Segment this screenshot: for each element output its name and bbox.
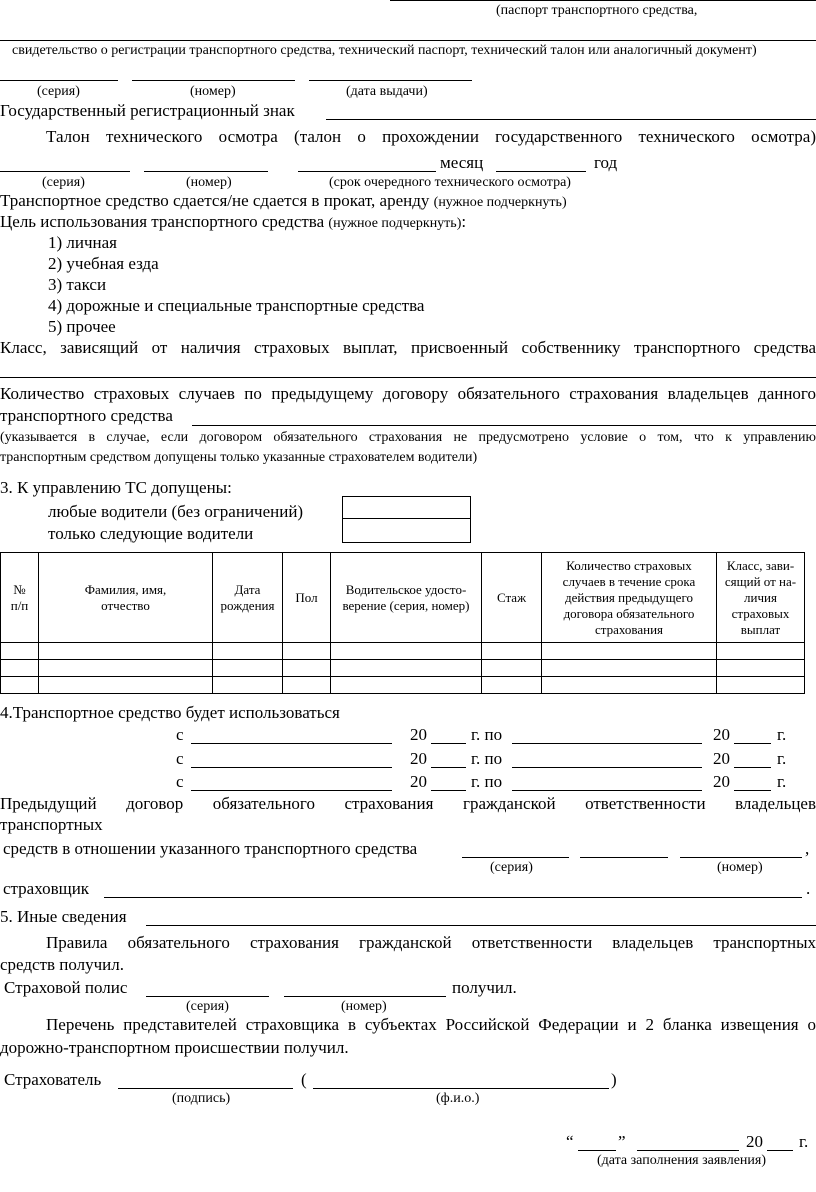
doc-number-field[interactable] [132, 80, 295, 81]
name-open-paren: ( [301, 1070, 307, 1089]
next-inspection-hint: (срок очередного технического осмотра) [329, 175, 571, 190]
date-quote-close: ” [618, 1132, 626, 1151]
inspection-series-hint: (серия) [42, 175, 85, 190]
policy-label: Страховой полис [4, 978, 128, 997]
purpose-hint: (нужное подчеркнуть) [328, 216, 462, 231]
other-info-label: 5. Иные сведения [0, 907, 127, 926]
rent-text[interactable]: Транспортное средство сдается/не сдается в прокат, аренду [0, 191, 430, 210]
any-drivers-label: любые водители (без ограничений) [48, 502, 304, 521]
only-drivers-label: только следующие водители [48, 524, 254, 543]
table-row[interactable] [1, 660, 805, 677]
any-drivers-box[interactable] [342, 496, 471, 519]
period-3-end-year-field[interactable] [734, 790, 771, 791]
policy-received: получил. [452, 978, 517, 997]
inspection-month-field[interactable] [496, 171, 586, 172]
bonus-class-text: Класс, зависящий от наличия страховых выплат, присвоенный собственнику транспортного средства [0, 338, 816, 357]
full-name-field[interactable] [313, 1088, 609, 1089]
only-drivers-box[interactable] [342, 518, 471, 543]
col-gender-header: Пол [283, 553, 331, 643]
purpose-option-special[interactable]: 4) дорожные и специальные транспортные средства [48, 296, 425, 315]
reps-text: Перечень представителей страховщика в субъектах Российской Федерации и 2 бланка извещения о [46, 1015, 816, 1034]
prev-contract-comma: , [805, 839, 810, 858]
month-label: месяц [440, 153, 484, 172]
claims-text-2: транспортного средства [0, 406, 173, 425]
date-quote-open: “ [566, 1132, 574, 1151]
period-1-end-year-field[interactable] [734, 743, 771, 744]
purpose-option-taxi[interactable]: 3) такси [48, 275, 107, 294]
period-3-to-label: г. по [471, 772, 503, 791]
col-name-header: Фамилия, имя, отчество [39, 553, 213, 643]
date-y: г. [799, 1132, 809, 1151]
period-2-end-field[interactable] [512, 767, 702, 768]
doc-line[interactable] [0, 40, 816, 41]
policy-series-hint: (серия) [186, 999, 229, 1014]
issue-date-hint: (дата выдачи) [346, 84, 428, 99]
period-3-c20: 20 [410, 772, 427, 791]
period-1-start-field[interactable] [191, 743, 392, 744]
purpose-colon: : [461, 212, 467, 231]
series-hint: (серия) [37, 84, 80, 99]
purpose-option-training[interactable]: 2) учебная езда [48, 254, 159, 273]
col-class-header: Класс, зави- сящий от на- личия страховых выплат [717, 553, 805, 643]
drivers-table [0, 552, 805, 694]
period-2-y: г. [777, 749, 787, 768]
date-year-field[interactable] [767, 1150, 793, 1151]
signature-hint: (подпись) [172, 1091, 231, 1106]
inspection-number-hint: (номер) [186, 175, 232, 190]
full-name-hint: (ф.и.о.) [436, 1091, 480, 1106]
period-3-y: г. [777, 772, 787, 791]
period-2-start-year-field[interactable] [431, 767, 466, 768]
rent-hint: (нужное подчеркнуть) [433, 195, 567, 210]
date-month-field[interactable] [637, 1150, 739, 1151]
table-row[interactable] [1, 643, 805, 660]
year-label: год [594, 153, 618, 172]
rules-text: Правила обязательного страхования гражданской ответственности владельцев транспортных [46, 933, 816, 952]
doc-series-field[interactable] [0, 80, 118, 81]
period-1-start-year-field[interactable] [431, 743, 466, 744]
purpose-line [0, 212, 466, 232]
inspection-number-field[interactable] [144, 171, 268, 172]
prev-number-hint: (номер) [717, 860, 763, 875]
claims-field[interactable] [192, 425, 816, 426]
period-from-label: с [176, 749, 184, 768]
other-info-field[interactable] [146, 925, 816, 926]
period-2-end-year-field[interactable] [734, 767, 771, 768]
period-3-end-field[interactable] [512, 790, 702, 791]
name-close-paren: ) [611, 1070, 617, 1089]
col-birthdate-header: Дата рождения [213, 553, 283, 643]
passport-line[interactable] [390, 0, 816, 1]
period-1-to-label: г. по [471, 725, 503, 744]
prev-contract-text-2: транспортных [0, 815, 103, 834]
period-1-c20: 20 [410, 725, 427, 744]
period-1-y: г. [777, 725, 787, 744]
passport-hint: (паспорт транспортного средства, [496, 3, 698, 18]
prev-policy-extra-field[interactable] [680, 857, 802, 858]
rules-text-2: средств получил. [0, 955, 125, 974]
period-heading: 4.Транспортное средство будет использоваться [0, 703, 340, 722]
bonus-class-field[interactable] [0, 377, 816, 378]
policy-number-field[interactable] [284, 996, 446, 997]
insurer-field[interactable] [104, 897, 802, 898]
drivers-heading: 3. К управлению ТС допущены: [0, 478, 232, 497]
period-2-start-field[interactable] [191, 767, 392, 768]
insurer-dot: . [806, 879, 811, 898]
inspection-text: Талон технического осмотра (талон о прохождении государственного технического осмотра) [46, 127, 816, 146]
period-2-c20: 20 [410, 749, 427, 768]
signature-field[interactable] [118, 1088, 293, 1089]
reg-sign-field[interactable] [326, 119, 816, 120]
doc-issue-date-field[interactable] [309, 80, 472, 81]
table-row[interactable] [1, 677, 805, 694]
prev-contract-text-3: средств в отношении указанного транспортного средства [3, 839, 418, 858]
policyholder-label: Страхователь [4, 1070, 102, 1089]
date-c20: 20 [746, 1132, 763, 1151]
prev-policy-number-field[interactable] [580, 857, 668, 858]
claims-note-2: транспортным средством допущены только указанные страхователем водители) [0, 450, 478, 465]
col-experience-header: Стаж [482, 553, 542, 643]
insurer-label: страховщик [3, 879, 90, 898]
period-2-c20b: 20 [713, 749, 730, 768]
inspection-date-field[interactable] [298, 171, 436, 172]
period-1-end-field[interactable] [512, 743, 702, 744]
claims-text: Количество страховых случаев по предыдущему договору обязательного страхования владельцев данного [0, 384, 816, 403]
prev-policy-series-field[interactable] [462, 857, 569, 858]
period-from-label: с [176, 725, 184, 744]
col-claims-header: Количество страховых случаев в течение срока действия предыдущего договора обязательного страхования [542, 553, 717, 643]
date-day-field[interactable] [578, 1150, 616, 1151]
drivers-table-header [1, 553, 805, 643]
purpose-option-other[interactable]: 5) прочее [48, 317, 116, 336]
date-hint: (дата заполнения заявления) [597, 1153, 767, 1168]
reg-sign-label: Государственный регистрационный знак [0, 101, 295, 120]
policy-series-field[interactable] [146, 996, 269, 997]
doc-hint: свидетельство о регистрации транспортного средства, технический паспорт, технический талон или аналогичный документ) [12, 43, 757, 58]
number-hint: (номер) [190, 84, 236, 99]
period-1-c20b: 20 [713, 725, 730, 744]
period-3-start-year-field[interactable] [431, 790, 466, 791]
purpose-option-personal[interactable]: 1) личная [48, 233, 118, 252]
policy-number-hint: (номер) [341, 999, 387, 1014]
inspection-series-field[interactable] [0, 171, 130, 172]
period-3-c20b: 20 [713, 772, 730, 791]
prev-contract-text: Предыдущий договор обязательного страхования гражданской ответственности владельцев [0, 794, 816, 813]
prev-series-hint: (серия) [490, 860, 533, 875]
period-3-start-field[interactable] [191, 790, 392, 791]
col-number-header: № п/п [1, 553, 39, 643]
col-license-header: Водительское удосто- верение (серия, номер) [331, 553, 482, 643]
period-from-label: с [176, 772, 184, 791]
purpose-text: Цель использования транспортного средства [0, 212, 325, 231]
claims-note: (указывается в случае, если договором обязательного страхования не предусмотрено условие о том, что к управлению [0, 430, 816, 445]
reps-text-2: дорожно-транспортном происшествии получил. [0, 1038, 349, 1057]
rent-line [0, 191, 567, 211]
period-2-to-label: г. по [471, 749, 503, 768]
